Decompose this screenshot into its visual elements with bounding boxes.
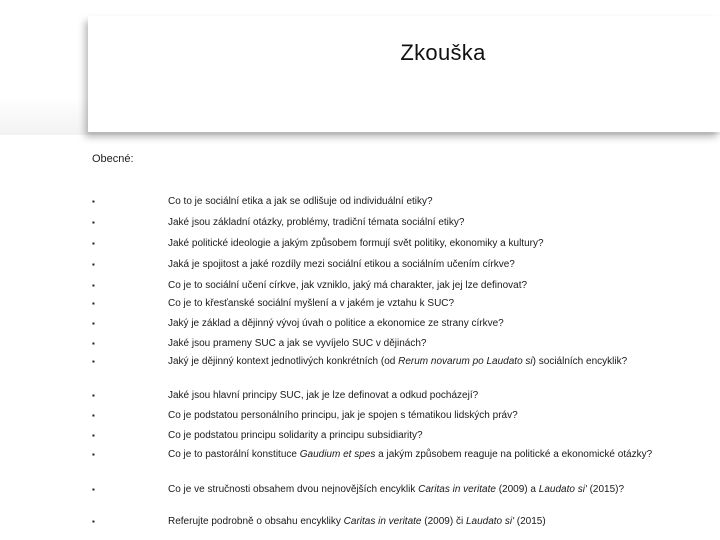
question-text xyxy=(168,259,668,271)
question-text-part: Jaká je spojitost a jaké rozdíly mezi sociální etikou a sociálním učením církve? xyxy=(168,259,515,270)
question-text xyxy=(168,318,668,330)
question-text-part: Jaké jsou základní otázky, problémy, tradiční témata sociální etiky? xyxy=(168,217,465,228)
question-text-part: Co je podstatou personálního principu, jak je spojen s tématikou lidských práv? xyxy=(168,410,518,421)
question-text xyxy=(168,449,668,461)
bullet-icon: ▪ xyxy=(92,485,95,494)
question-text xyxy=(168,338,668,350)
question-text xyxy=(168,356,668,368)
question-text-part: Jaké jsou hlavní principy SUC, jak je lze definovat a odkud pocházejí? xyxy=(168,390,479,401)
bullet-icon: ▪ xyxy=(92,517,95,526)
question-text xyxy=(168,516,668,528)
bullet-icon: ▪ xyxy=(92,339,95,348)
question-text xyxy=(168,484,668,496)
question-text-italic: Caritas in veritate xyxy=(343,516,422,527)
question-text-part: Jaký je základ a dějinný vývoj úvah o politice a ekonomice ze strany církve? xyxy=(168,318,504,329)
question-text-part: Co je to pastorální konstituce xyxy=(168,449,300,460)
title-band xyxy=(0,0,720,135)
question-text xyxy=(168,430,668,442)
section-label: Obecné: xyxy=(92,153,134,165)
bullet-icon: ▪ xyxy=(92,218,95,227)
bullet-icon: ▪ xyxy=(92,281,95,290)
question-text-part: Jaké politické ideologie a jakým způsobem formují svět politiky, ekonomiky a kultury? xyxy=(168,238,544,249)
bullet-icon: ▪ xyxy=(92,260,95,269)
question-text-italic: Laudato si' xyxy=(538,484,587,495)
question-text xyxy=(168,298,668,310)
question-text-part: Co je to křesťanské sociální myšlení a v jakém je vztahu k SUC? xyxy=(168,298,455,309)
question-text-italic: Rerum novarum po Laudato si xyxy=(398,356,533,367)
question-text xyxy=(168,410,668,422)
question-text-part: (2009) či xyxy=(421,516,466,527)
question-text-part: Jaké jsou prameny SUC a jak se vyvíjelo SUC v dějinách? xyxy=(168,338,427,349)
bullet-icon: ▪ xyxy=(92,319,95,328)
question-text-part: a jakým způsobem reaguje na politické a ekonomické otázky? xyxy=(375,449,653,460)
question-text-italic: Caritas in veritate xyxy=(418,484,496,495)
question-text xyxy=(168,280,668,292)
question-text-part: (2009) a xyxy=(495,484,539,495)
question-text-part: Co je to sociální učení církve, jak vzniklo, jaký má charakter, jak jej lze definovat? xyxy=(168,280,528,291)
question-text-part: Co je ve stručnosti obsahem dvou nejnovějších encyklik xyxy=(168,484,419,495)
bullet-icon: ▪ xyxy=(92,197,95,206)
question-text-part: Referujte podrobně o obsahu encykliky xyxy=(168,516,344,527)
bullet-icon: ▪ xyxy=(92,450,95,459)
question-text-part: (2015) xyxy=(514,516,546,527)
question-text-part: ) sociálních encyklik? xyxy=(532,356,628,367)
bullet-icon: ▪ xyxy=(92,391,95,400)
bullet-icon: ▪ xyxy=(92,299,95,308)
title-box xyxy=(88,16,720,132)
question-text-italic: Gaudium et spes xyxy=(299,449,376,460)
question-text-part: Co je podstatou principu solidarity a principu subsidiarity? xyxy=(168,430,423,441)
question-text xyxy=(168,196,668,208)
question-text-italic: Laudato si' xyxy=(465,516,515,527)
question-text xyxy=(168,390,668,402)
bullet-icon: ▪ xyxy=(92,411,95,420)
question-text-part: (2015)? xyxy=(586,484,625,495)
question-text xyxy=(168,238,668,250)
bullet-icon: ▪ xyxy=(92,431,95,440)
question-text-part: Co to je sociální etika a jak se odlišuje od individuální etiky? xyxy=(168,196,433,207)
bullet-icon: ▪ xyxy=(92,239,95,248)
question-text xyxy=(168,217,668,229)
slide-title: Zkouška xyxy=(400,40,486,65)
question-text-part: Jaký je dějinný kontext jednotlivých konkrétních (od xyxy=(168,356,399,367)
bullet-icon: ▪ xyxy=(92,357,95,366)
